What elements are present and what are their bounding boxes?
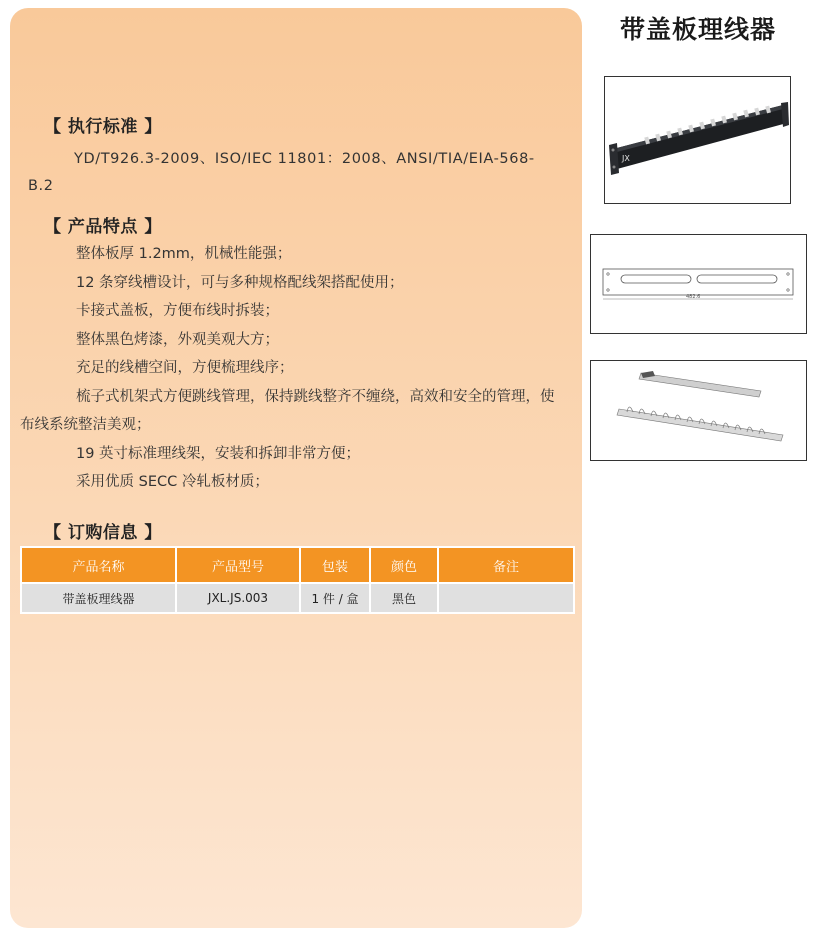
cell-color: 黑色: [370, 583, 438, 613]
column-header: 备注: [438, 547, 574, 583]
product-photo: [604, 76, 791, 204]
feature-item: 整体黑色烤漆，外观美观大方；: [76, 331, 279, 348]
standards-text: YD/T926.3-2009、ISO/IEC 11801：2008、ANSI/TIA/EIA-568-B.2: [28, 151, 535, 194]
technical-drawing: [590, 234, 807, 334]
cell-package: 1 件 / 盒: [300, 583, 370, 613]
feature-item: 卡接式盖板，方便布线时拆装；: [76, 303, 279, 319]
table-row: [21, 583, 574, 613]
features-heading: 【 产品特点 】: [44, 217, 162, 237]
ordering-table: [20, 546, 575, 614]
feature-item: 19 英寸标准理线架，安装和拆卸非常方便；: [76, 445, 361, 462]
brand-logo: JX: [622, 154, 630, 163]
dimension-label: 482.6: [686, 294, 701, 300]
column-header: 包装: [300, 547, 370, 583]
column-header: 产品型号: [176, 547, 300, 583]
feature-item: 采用优质 SECC 冷轧板材质；: [76, 474, 269, 490]
cell-note: [438, 583, 574, 613]
table-header-row: [21, 547, 574, 583]
cover-and-comb-drawing: [591, 361, 806, 460]
column-header: 产品名称: [21, 547, 176, 583]
cable-manager-photo: [605, 77, 790, 203]
standards-heading: 【 执行标准 】: [44, 117, 162, 137]
cell-product-name: 带盖板理线器: [21, 583, 176, 613]
product-title: 带盖板理线器: [619, 15, 776, 44]
column-header: 颜色: [370, 547, 438, 583]
cell-model: JXL.JS.003: [176, 583, 300, 613]
features-list: [20, 240, 556, 497]
feature-item: 充足的线槽空间，方便梳理线序；: [76, 360, 294, 376]
feature-item: 整体板厚 1.2mm，机械性能强；: [76, 246, 292, 262]
ordering-heading: 【 订购信息 】: [44, 523, 162, 543]
feature-item: 12 条穿线槽设计，可与多种规格配线架搭配使用；: [76, 274, 404, 291]
exploded-view: [590, 360, 807, 461]
front-view-drawing: [591, 235, 806, 333]
feature-item: 梳子式机架式方便跳线管理，保持跳线整齐不缠绕，高效和安全的管理，使布线系统整洁美观；: [20, 388, 555, 433]
